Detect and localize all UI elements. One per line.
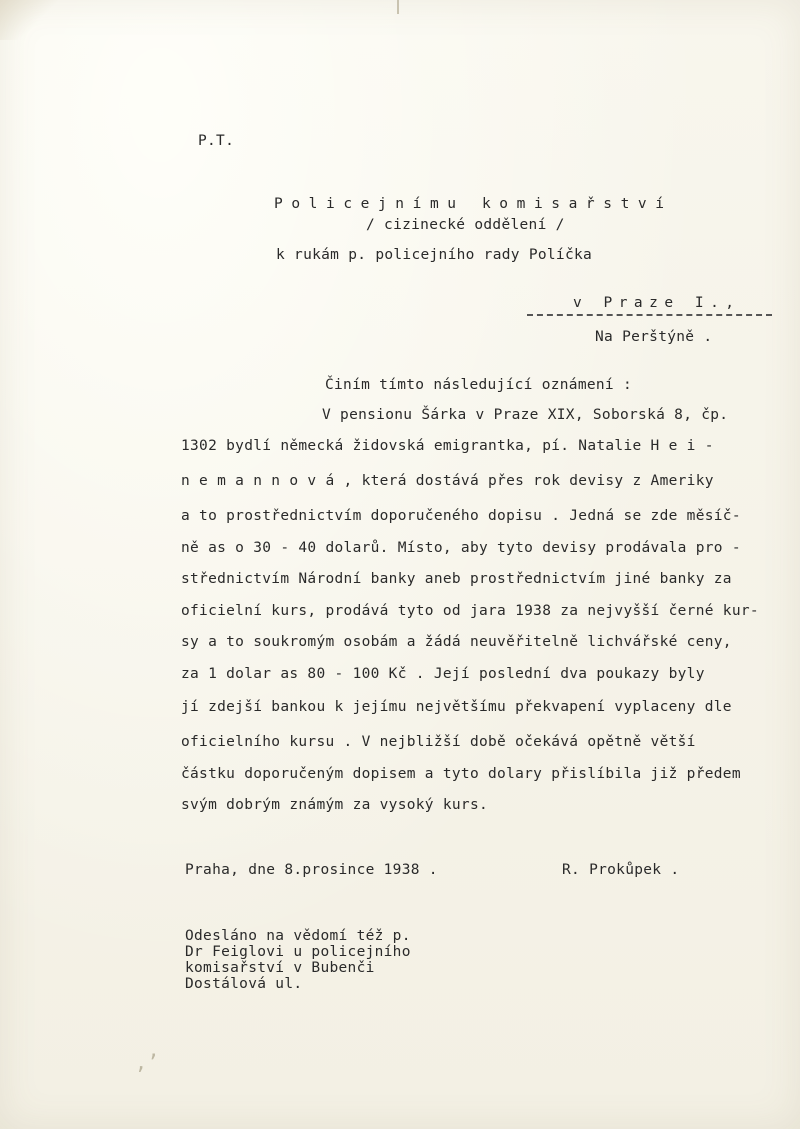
body-line: střednictvím Národní banky aneb prostřednictvím jiné banky za (181, 571, 732, 587)
body-line: n e m a n n o v á , která dostává přes rok devisy z Ameriky (181, 473, 714, 489)
paper-corner (0, 0, 60, 40)
body-line: za 1 dolar as 80 - 100 Kč . Její poslední dva poukazy byly (181, 666, 705, 682)
recipient-attention: k rukám p. policejního rady Políčka (276, 247, 593, 263)
body-line: 1302 bydlí německá židovská emigrantka, pí. Natalie H e i - (181, 438, 714, 454)
recipient-department: / cizinecké oddělení / (366, 217, 565, 233)
place-date: Praha, dne 8.prosince 1938 . (185, 862, 438, 878)
signature: R. Prokůpek . (562, 862, 680, 878)
body-line: sy a to soukromým osobám a žádá neuvěřitelně lichvářské ceny, (181, 634, 732, 650)
ink-smudge: ‚’ (135, 1050, 160, 1074)
dashed-underline (527, 314, 772, 316)
body-line: a to prostřednictvím doporučeného dopisu . Jedná se zde měsíč- (181, 508, 741, 524)
body-line: jí zdejší bankou k jejímu největšímu překvapení vyplaceny dle (181, 699, 732, 715)
cc-note-line: Odesláno na vědomí též p. (185, 928, 411, 944)
recipient-street: Na Perštýně . (595, 329, 713, 345)
cc-note-line: Dr Feiglovi u policejního (185, 944, 411, 960)
body-line: oficielního kursu . V nejbližší době očekává opětně větší (181, 734, 696, 750)
body-intro: Činím tímto následující oznámení : (325, 377, 633, 393)
body-line: V pensionu Šárka v Praze XIX, Soborská 8, čp. (322, 407, 729, 423)
body-line: ně as o 30 - 40 dolarů. Místo, aby tyto devisy prodávala pro - (181, 540, 741, 556)
body-line: částku doporučeným dopisem a tyto dolary přislíbila již předem (181, 766, 741, 782)
top-edge-mark (397, 0, 399, 14)
salutation: P.T. (198, 133, 235, 149)
body-line: svým dobrým známým za vysoký kurs. (181, 797, 489, 813)
recipient-name: Policejnímu komisařství (274, 196, 673, 212)
cc-note-line: komisařství v Bubenči (185, 960, 375, 976)
recipient-city: v Praze I., (573, 295, 741, 311)
body-line: oficielní kurs, prodává tyto od jara 1938 za nejvyšší černé kur- (181, 603, 759, 619)
cc-note-line: Dostálová ul. (185, 976, 303, 992)
